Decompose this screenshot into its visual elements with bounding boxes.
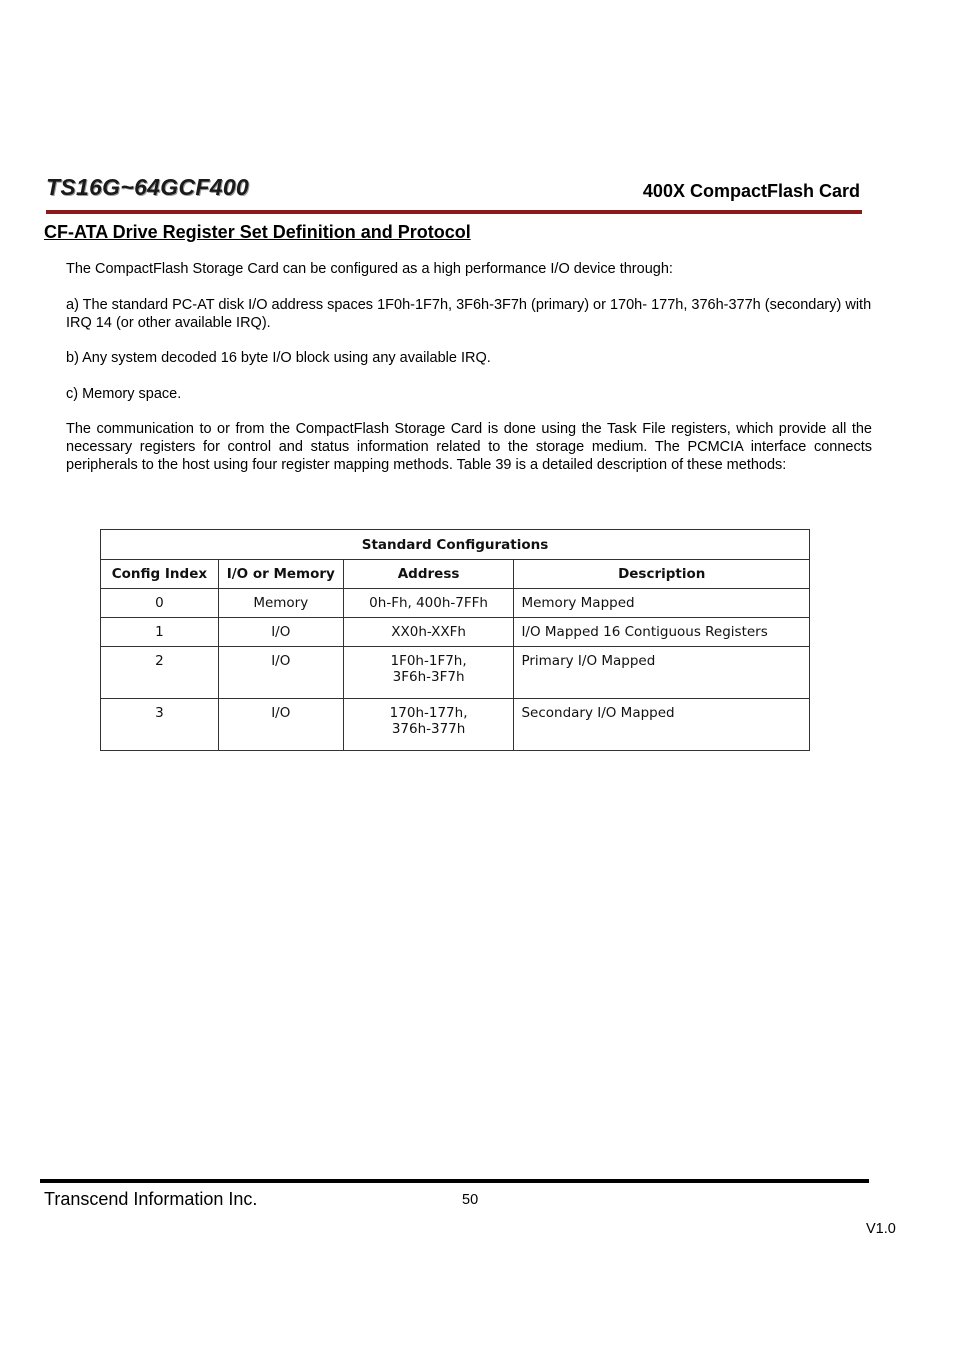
cell-description: Primary I/O Mapped — [514, 647, 810, 699]
cell-io-or-memory: I/O — [218, 647, 343, 699]
cell-config-index: 3 — [101, 699, 219, 751]
address-line-1: 1F0h-1F7h, — [390, 653, 467, 669]
header-divider — [46, 210, 862, 214]
column-header-description: Description — [514, 560, 810, 589]
intro-paragraph: The CompactFlash Storage Card can be configured as a high performance I/O device through: — [66, 261, 673, 277]
cell-description: Secondary I/O Mapped — [514, 699, 810, 751]
cell-config-index: 0 — [101, 589, 219, 618]
table-caption: Standard Configurations — [101, 530, 810, 560]
address-line-2: 3F6h-3F7h — [392, 669, 465, 685]
address-line-1: 170h-177h, — [389, 705, 468, 721]
option-c-paragraph: c) Memory space. — [66, 386, 182, 402]
cell-io-or-memory: I/O — [218, 618, 343, 647]
cell-description: Memory Mapped — [514, 589, 810, 618]
footer-divider — [40, 1179, 869, 1183]
page-number: 50 — [462, 1192, 479, 1208]
table-header-row — [101, 560, 810, 589]
cell-config-index: 1 — [101, 618, 219, 647]
cell-description: I/O Mapped 16 Contiguous Registers — [514, 618, 810, 647]
cell-address: 0h-Fh, 400h-7FFh — [343, 589, 514, 618]
cell-address — [343, 699, 514, 751]
footer-company: Transcend Information Inc. — [44, 1189, 258, 1209]
table-row — [101, 699, 810, 751]
cell-io-or-memory: I/O — [218, 699, 343, 751]
product-model-title: TS16G~64GCF400 — [46, 174, 250, 200]
cell-address: XX0h-XXFh — [343, 618, 514, 647]
communication-paragraph: The communication to or from the CompactFlash Storage Card is done using the Task File registers, which provide all the necessary registers for control and status information related to the storage medium. The PCMCIA interface connects peripherals to the host using four register mapping methods. Table 39 is a detailed description of these methods: — [66, 421, 872, 473]
table-row — [101, 647, 810, 699]
cell-address — [343, 647, 514, 699]
table-row — [101, 589, 810, 618]
table-row — [101, 618, 810, 647]
cell-config-index: 2 — [101, 647, 219, 699]
standard-configurations-table — [100, 529, 810, 751]
option-b-paragraph: b) Any system decoded 16 byte I/O block using any available IRQ. — [66, 350, 491, 366]
column-header-config-index: Config Index — [101, 560, 219, 589]
column-header-io-or-memory: I/O or Memory — [218, 560, 343, 589]
option-a-paragraph: a) The standard PC-AT disk I/O address spaces 1F0h-1F7h, 3F6h-3F7h (primary) or 170h- 177h, 376h-377h (secondary) with IRQ 14 (or other available IRQ). — [66, 297, 872, 331]
address-line-2: 376h-377h — [391, 721, 466, 737]
product-name: 400X CompactFlash Card — [642, 181, 860, 201]
column-header-address: Address — [343, 560, 514, 589]
cell-io-or-memory: Memory — [218, 589, 343, 618]
document-version: V1.0 — [866, 1221, 896, 1237]
section-title: CF-ATA Drive Register Set Definition and Protocol — [44, 222, 471, 242]
